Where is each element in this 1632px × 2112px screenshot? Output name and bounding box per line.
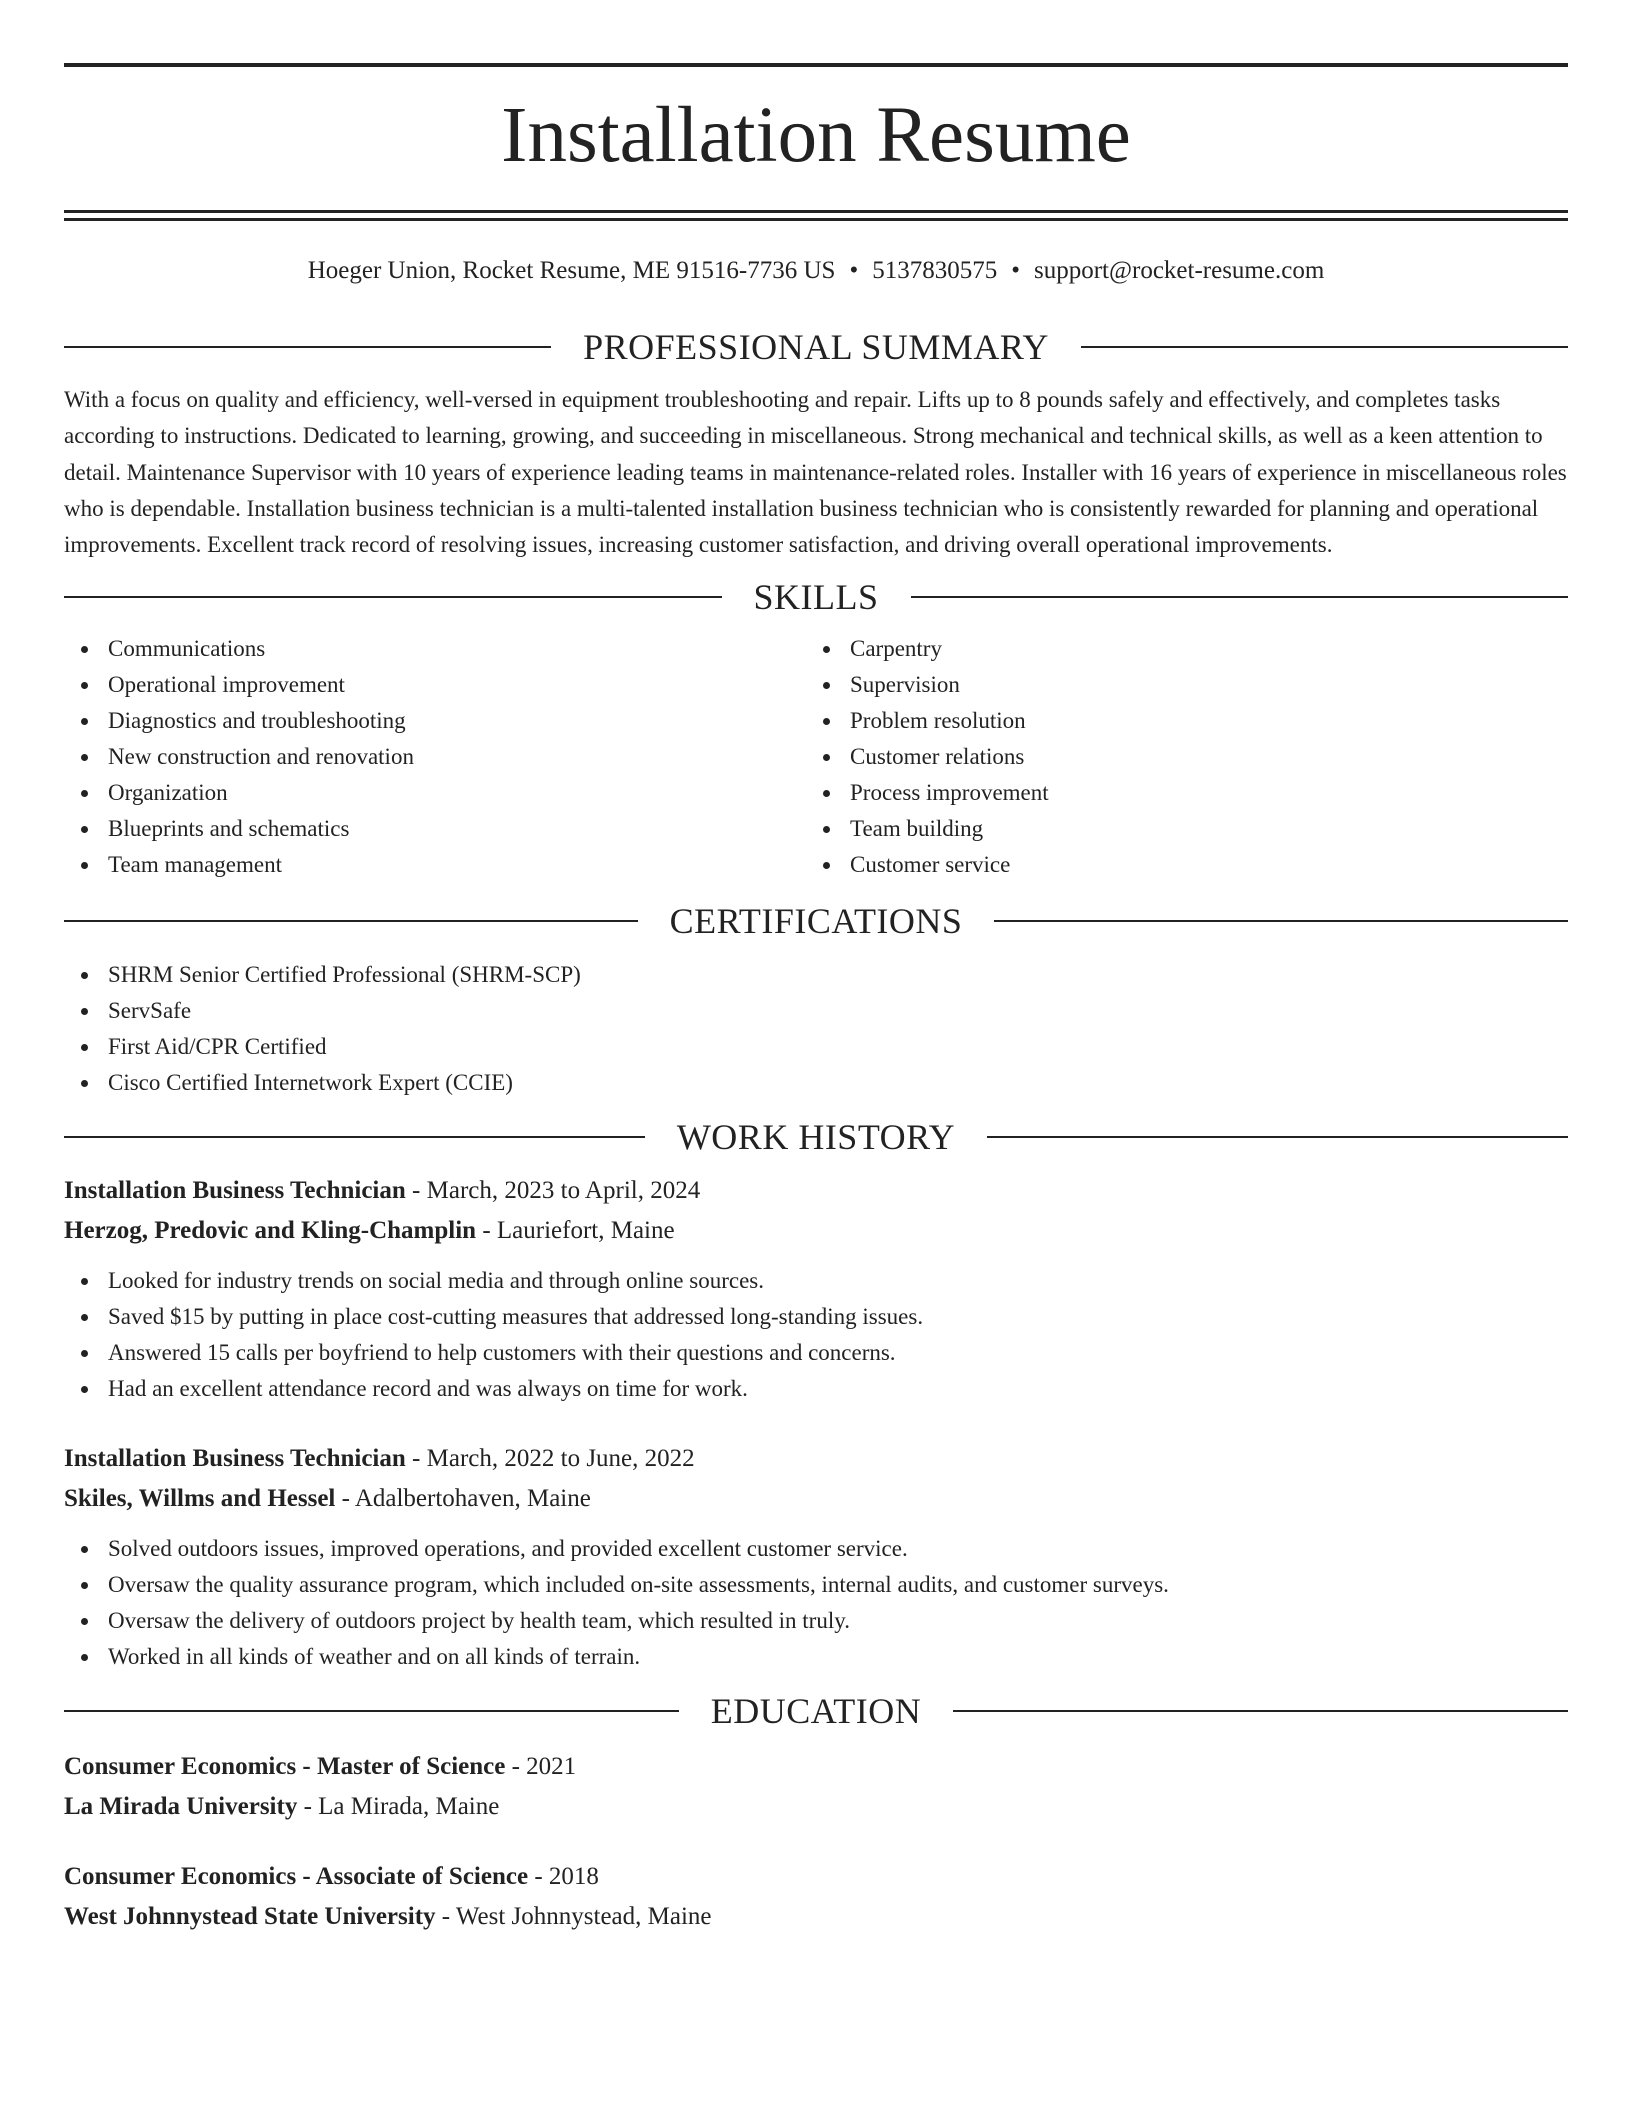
- skill-item: Supervision: [806, 667, 1548, 703]
- skill-item: Problem resolution: [806, 703, 1548, 739]
- education-year: - 2021: [505, 1753, 577, 1781]
- skill-item: Operational improvement: [64, 667, 806, 703]
- job-bullets: [64, 1263, 1568, 1407]
- job-entry: [64, 1439, 1568, 1675]
- education-degree: Consumer Economics - Associate of Science: [64, 1863, 529, 1891]
- skill-item: Customer service: [806, 847, 1548, 883]
- certification-item: Cisco Certified Internetwork Expert (CCIE): [64, 1065, 1568, 1101]
- skill-item: Communications: [64, 631, 806, 667]
- skill-item: Diagnostics and troubleshooting: [64, 703, 806, 739]
- section-header-education: [64, 1689, 1568, 1733]
- education-school-line: [64, 1787, 1568, 1827]
- education-degree-line: [64, 1747, 1568, 1787]
- education-location: - West Johnnystead, Maine: [435, 1903, 712, 1931]
- job-company-line: [64, 1211, 1568, 1251]
- top-rule: [64, 63, 1568, 67]
- resume-page: [64, 0, 1568, 1937]
- contact-email: support@rocket-resume.com: [1033, 257, 1325, 284]
- education-school: West Johnnystead State University: [64, 1903, 436, 1931]
- skills-column-left: [64, 631, 806, 883]
- job-bullet: Worked in all kinds of weather and on all kinds of terrain.: [64, 1639, 1568, 1675]
- skill-item: Blueprints and schematics: [64, 811, 806, 847]
- contact-separator: •: [849, 257, 859, 284]
- job-title: Installation Business Technician: [64, 1445, 406, 1473]
- job-bullets: [64, 1531, 1568, 1675]
- contact-phone: 5137830575: [872, 257, 998, 284]
- section-title: SKILLS: [753, 577, 879, 618]
- job-title: Installation Business Technician: [64, 1177, 406, 1205]
- education-school-line: [64, 1897, 1568, 1937]
- job-bullet: Oversaw the quality assurance program, which included on-site assessments, internal audits, and customer surveys.: [64, 1567, 1568, 1603]
- job-title-line: [64, 1439, 1568, 1479]
- job-bullet: Answered 15 calls per boyfriend to help customers with their questions and concerns.: [64, 1335, 1568, 1371]
- job-dates: - March, 2023 to April, 2024: [405, 1177, 701, 1205]
- section-title: EDUCATION: [710, 1691, 922, 1732]
- certification-item: SHRM Senior Certified Professional (SHRM-SCP): [64, 957, 1568, 993]
- education-degree: Consumer Economics - Master of Science: [64, 1753, 506, 1781]
- education-location: - La Mirada, Maine: [297, 1793, 500, 1821]
- skill-item: Team building: [806, 811, 1548, 847]
- skills-column-right: [806, 631, 1548, 883]
- job-location: - Adalbertohaven, Maine: [335, 1485, 591, 1513]
- skill-item: Customer relations: [806, 739, 1548, 775]
- job-location: - Lauriefort, Maine: [476, 1217, 675, 1245]
- job-company-line: [64, 1479, 1568, 1519]
- resume-title: Installation Resume: [501, 92, 1131, 179]
- section-header-work-history: [64, 1115, 1568, 1159]
- contact-address: Hoeger Union, Rocket Resume, ME 91516-7736 US: [307, 257, 836, 284]
- skill-item: Team management: [64, 847, 806, 883]
- job-bullet: Looked for industry trends on social media and through online sources.: [64, 1263, 1568, 1299]
- job-bullet: Had an excellent attendance record and was always on time for work.: [64, 1371, 1568, 1407]
- job-entry: [64, 1171, 1568, 1407]
- certification-item: ServSafe: [64, 993, 1568, 1029]
- education-degree-line: [64, 1857, 1568, 1897]
- skills-list: [64, 631, 1568, 883]
- section-header-skills: [64, 575, 1568, 619]
- education-entry: [64, 1747, 1568, 1827]
- contact-separator: •: [1011, 257, 1020, 284]
- skill-item: Process improvement: [806, 775, 1548, 811]
- job-dates: - March, 2022 to June, 2022: [405, 1445, 695, 1473]
- education-year: - 2018: [528, 1863, 599, 1891]
- skill-item: Carpentry: [806, 631, 1548, 667]
- job-bullet: Saved $15 by putting in place cost-cutting measures that addressed long-standing issues.: [64, 1299, 1568, 1335]
- summary-text: With a focus on quality and efficiency, well-versed in equipment troubleshooting and repair. Lifts up to 8 pounds safely and effectively, and completes tasks according to instructions. Dedicated to learning, growing, and succeeding in miscellaneous. Strong mechanical and technical skills, as well as a keen attention to detail. Maintenance Supervisor with 10 years of experience leading teams in maintenance-related roles. Installer with 16 years of experience in miscellaneous roles who is dependable. Installation business technician is a multi-talented installation business technician who is consistently rewarded for planning and operational improvements. Excellent track record of resolving issues, increasing customer satisfaction, and driving overall operational improvements.: [64, 387, 1567, 558]
- contact-line: [64, 253, 1568, 289]
- section-title: PROFESSIONAL SUMMARY: [583, 327, 1049, 367]
- section-header-certifications: [64, 899, 1568, 943]
- education-entry: [64, 1857, 1568, 1937]
- section-title: WORK HISTORY: [676, 1117, 956, 1158]
- job-bullet: Solved outdoors issues, improved operations, and provided excellent customer service.: [64, 1531, 1568, 1567]
- certification-item: First Aid/CPR Certified: [64, 1029, 1568, 1065]
- section-header-summary: [64, 325, 1568, 369]
- job-company: Skiles, Willms and Hessel: [64, 1485, 336, 1513]
- job-title-line: [64, 1171, 1568, 1211]
- skill-item: Organization: [64, 775, 806, 811]
- section-title: CERTIFICATIONS: [669, 901, 963, 942]
- job-company: Herzog, Predovic and Kling-Champlin: [64, 1217, 477, 1245]
- title-double-rule: [64, 210, 1568, 221]
- certifications-list: [64, 957, 1568, 1101]
- education-school: La Mirada University: [64, 1793, 298, 1821]
- skill-item: New construction and renovation: [64, 739, 806, 775]
- job-bullet: Oversaw the delivery of outdoors project by health team, which resulted in truly.: [64, 1603, 1568, 1639]
